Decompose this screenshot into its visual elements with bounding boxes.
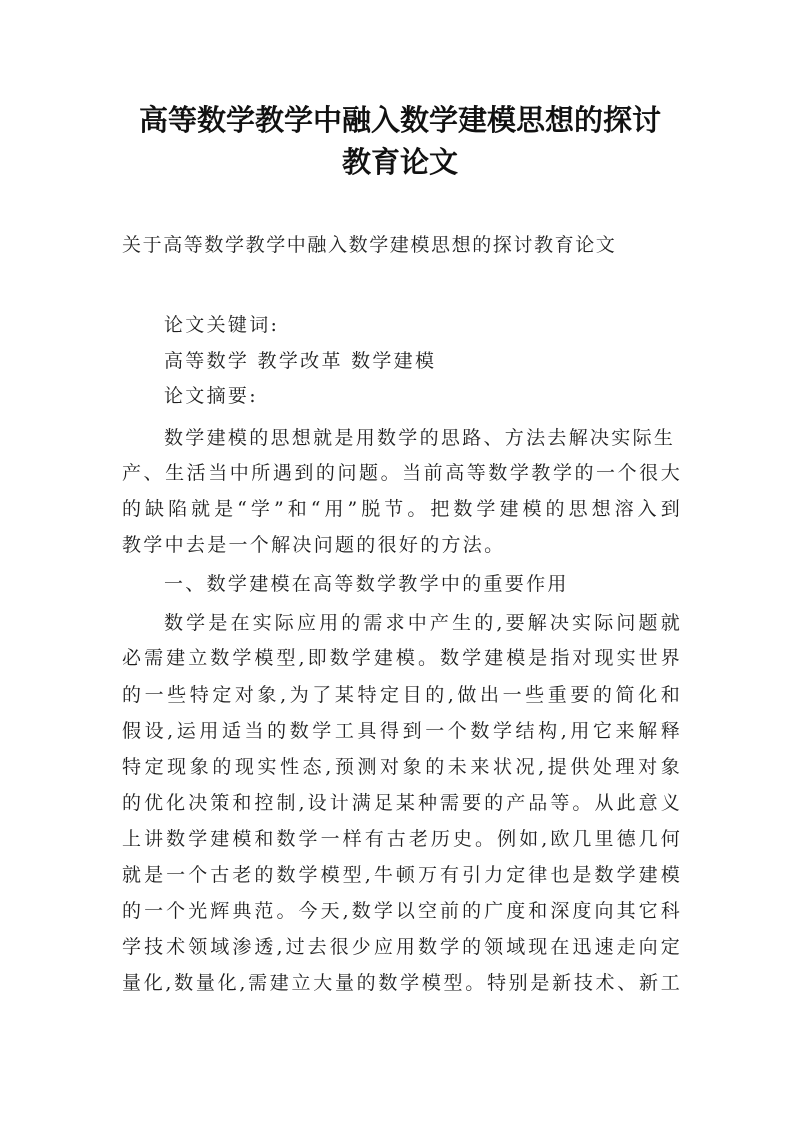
- paragraph-line: 学技术领域渗透,过去很少应用数学的领域现在迅速走向定: [122, 936, 682, 958]
- document-subtitle: 关于高等数学教学中融入数学建模思想的探讨教育论文: [122, 234, 617, 256]
- abstract-line: 数学建模的思想就是用数学的思路、方法去解决实际生: [164, 427, 676, 449]
- abstract-line: 的缺陷就是“学”和“用”脱节。把数学建模的思想溶入到: [122, 498, 682, 520]
- paragraph-line: 的优化决策和控制,设计满足某种需要的产品等。从此意义: [122, 792, 682, 814]
- paragraph-line: 数学是在实际应用的需求中产生的,要解决实际问题就: [164, 612, 682, 634]
- paragraph-line: 假设,运用适当的数学工具得到一个数学结构,用它来解释: [122, 720, 682, 742]
- paragraph-line: 量化,数量化,需建立大量的数学模型。特别是新技术、新工: [122, 972, 682, 994]
- paragraph-line: 上讲数学建模和数学一样有古老历史。例如,欧几里德几何: [122, 828, 682, 850]
- abstract-line: 教学中去是一个解决问题的很好的方法。: [122, 534, 506, 556]
- paragraph-line: 就是一个古老的数学模型,牛顿万有引力定律也是数学建模: [122, 864, 682, 886]
- document-title-line-1: 高等数学教学中融入数学建模思想的探讨: [138, 103, 661, 137]
- abstract-label: 论文摘要:: [164, 385, 258, 407]
- keywords-label: 论文关键词:: [164, 314, 280, 336]
- paragraph-line: 的一些特定对象,为了某特定目的,做出一些重要的简化和: [122, 684, 682, 706]
- paragraph-line: 必需建立数学模型,即数学建模。数学建模是指对现实世界: [122, 647, 682, 669]
- abstract-line: 产、生活当中所遇到的问题。当前高等数学教学的一个很大: [122, 462, 682, 484]
- paragraph-line: 的一个光辉典范。今天,数学以空前的广度和深度向其它科: [122, 900, 682, 922]
- section-heading: 一、数学建模在高等数学教学中的重要作用: [164, 573, 569, 595]
- keywords-text: 高等数学 教学改革 数学建模: [164, 350, 437, 372]
- paragraph-line: 特定现象的现实性态,预测对象的未来状况,提供处理对象: [122, 756, 682, 778]
- document-title-line-2: 教育论文: [341, 145, 458, 179]
